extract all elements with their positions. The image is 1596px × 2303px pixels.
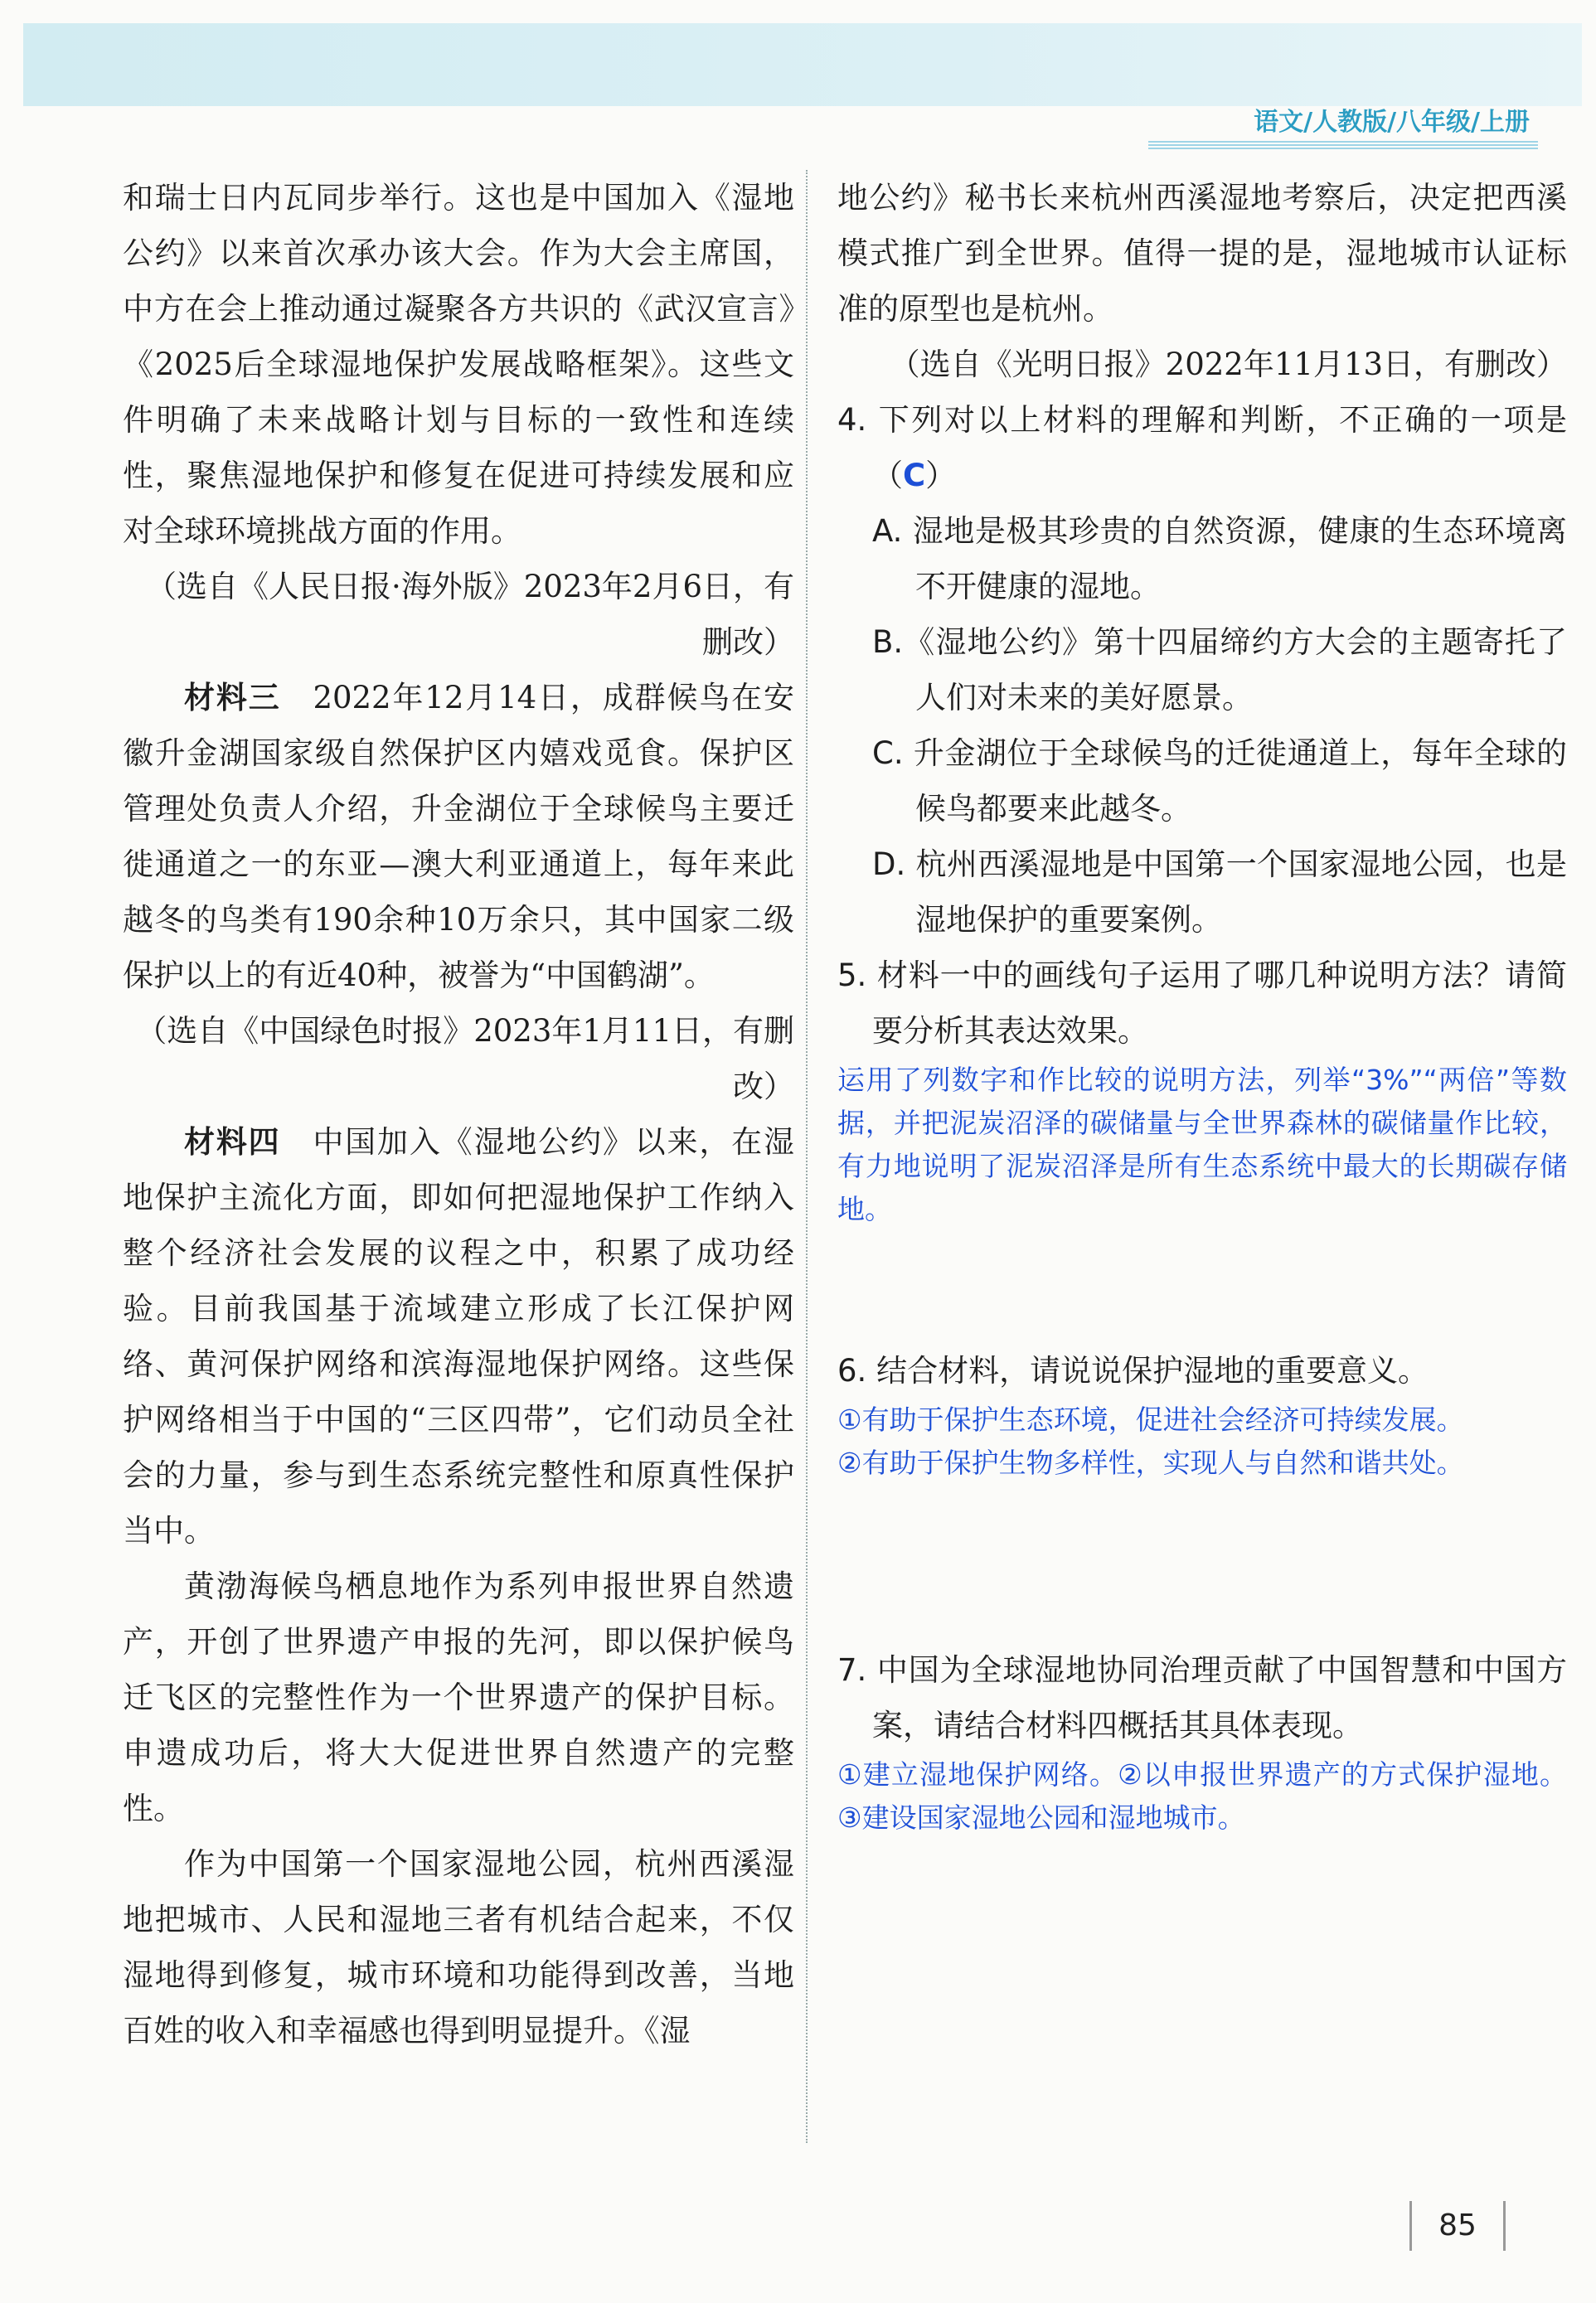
question-7: 7. 中国为全球湿地协同治理贡献了中国智慧和中国方案，请结合材料四概括其具体表现。: [837, 1652, 1567, 1743]
question-4: [837, 392, 1567, 503]
answer-choice[interactable]: C: [903, 458, 926, 493]
question-5: 5. 材料一中的画线句子运用了哪几种说明方法？请简要分析其表达效果。: [837, 958, 1567, 1049]
left-column: [123, 170, 794, 2058]
option-d: D. 杭州西溪湿地是中国第一个国家湿地公园，也是湿地保护的重要案例。: [872, 846, 1567, 938]
paragraph: 作为中国第一个国家湿地公园，杭州西溪湿地把城市、人民和湿地三者有机结合起来，不仅湿地得到修复，城市环境和功能得到改善，当地百姓的收入和幸福感也得到明显提升。《湿: [123, 1846, 794, 2048]
material-three: [123, 670, 794, 1003]
right-column: [837, 170, 1567, 1840]
column-divider: [806, 170, 808, 2143]
paragraph: 和瑞士日内瓦同步举行。这也是中国加入《湿地公约》以来首次承办该大会。作为大会主席国，中方在会上推动通过凝聚各方共识的《武汉宣言》《2025后全球湿地保护发展战略框架》。这些文件明确了未来战略计划与目标的一致性和连续性，聚焦湿地保护和修复在促进可持续发展和应对全球环境挑战方面的作用。: [123, 180, 794, 549]
option-b: B.《湿地公约》第十四届缔约方大会的主题寄托了人们对未来的美好愿景。: [872, 624, 1567, 715]
source-citation: （选自《中国绿色时报》2023年1月11日，有删改）: [136, 1013, 794, 1104]
material-title: 材料三: [184, 680, 281, 715]
question-text: 4. 下列对以上材料的理解和判断，不正确的一项是（: [837, 402, 1567, 493]
header-decoration: [1148, 141, 1538, 149]
answer-6-line1[interactable]: ①有助于保护生态环境，促进社会经济可持续发展。: [837, 1404, 1464, 1436]
question-6: 6. 结合材料，请说说保护湿地的重要意义。: [837, 1353, 1429, 1389]
material-text: 中国加入《湿地公约》以来，在湿地保护主流化方面，即如何把湿地保护工作纳入整个经济社会发展的议程之中，积累了成功经验。目前我国基于流域建立形成了长江保护网络、黄河保护网络和滨海湿地保护网络。这些保护网络相当于中国的“三区四带”，它们动员全社会的力量，参与到生态系统完整性和原真性保护当中。: [123, 1124, 795, 1549]
question-text-end: ）: [925, 458, 957, 493]
answer-6-line2[interactable]: ②有助于保护生物多样性，实现人与自然和谐共处。: [837, 1447, 1464, 1479]
page-number: 85: [1409, 2201, 1506, 2251]
source-citation: （选自《人民日报·海外版》2023年2月6日，有删改）: [145, 569, 794, 660]
material-title: 材料四: [184, 1124, 281, 1160]
material-four: [123, 1114, 794, 1559]
answer-5[interactable]: 运用了列数字和作比较的说明方法，列举“3%”“两倍”等数据，并把泥炭沼泽的碳储量与全世界森林的碳储量作比较，有力地说明了泥炭沼泽是所有生态系统中最大的长期碳存储地。: [837, 1064, 1567, 1225]
book-label: 语文/人教版/八年级/上册: [1254, 108, 1530, 137]
material-text: 2022年12月14日，成群候鸟在安徽升金湖国家级自然保护区内嬉戏觅食。保护区管理处负责人介绍，升金湖位于全球候鸟主要迁徙通道之一的东亚—澳大利亚通道上，每年来此越冬的鸟类有190余种10万余只，其中国家二级保护以上的有近40种，被誉为“中国鹤湖”。: [123, 680, 795, 993]
option-c: C. 升金湖位于全球候鸟的迁徙通道上，每年全球的候鸟都要来此越冬。: [872, 735, 1567, 827]
option-a: A. 湿地是极其珍贵的自然资源，健康的生态环境离不开健康的湿地。: [872, 513, 1567, 604]
source-citation: （选自《光明日报》2022年11月13日，有删改）: [889, 347, 1567, 382]
answer-7[interactable]: ①建立湿地保护网络。②以申报世界遗产的方式保护湿地。③建设国家湿地公园和湿地城市。: [837, 1758, 1567, 1834]
header-band: [23, 23, 1582, 106]
paragraph: 地公约》秘书长来杭州西溪湿地考察后，决定把西溪模式推广到全世界。值得一提的是，湿地城市认证标准的原型也是杭州。: [837, 180, 1567, 327]
paragraph: 黄渤海候鸟栖息地作为系列申报世界自然遗产，开创了世界遗产申报的先河，即以保护候鸟迁飞区的完整性作为一个世界遗产的保护目标。申遗成功后，将大大促进世界自然遗产的完整性。: [123, 1568, 794, 1826]
